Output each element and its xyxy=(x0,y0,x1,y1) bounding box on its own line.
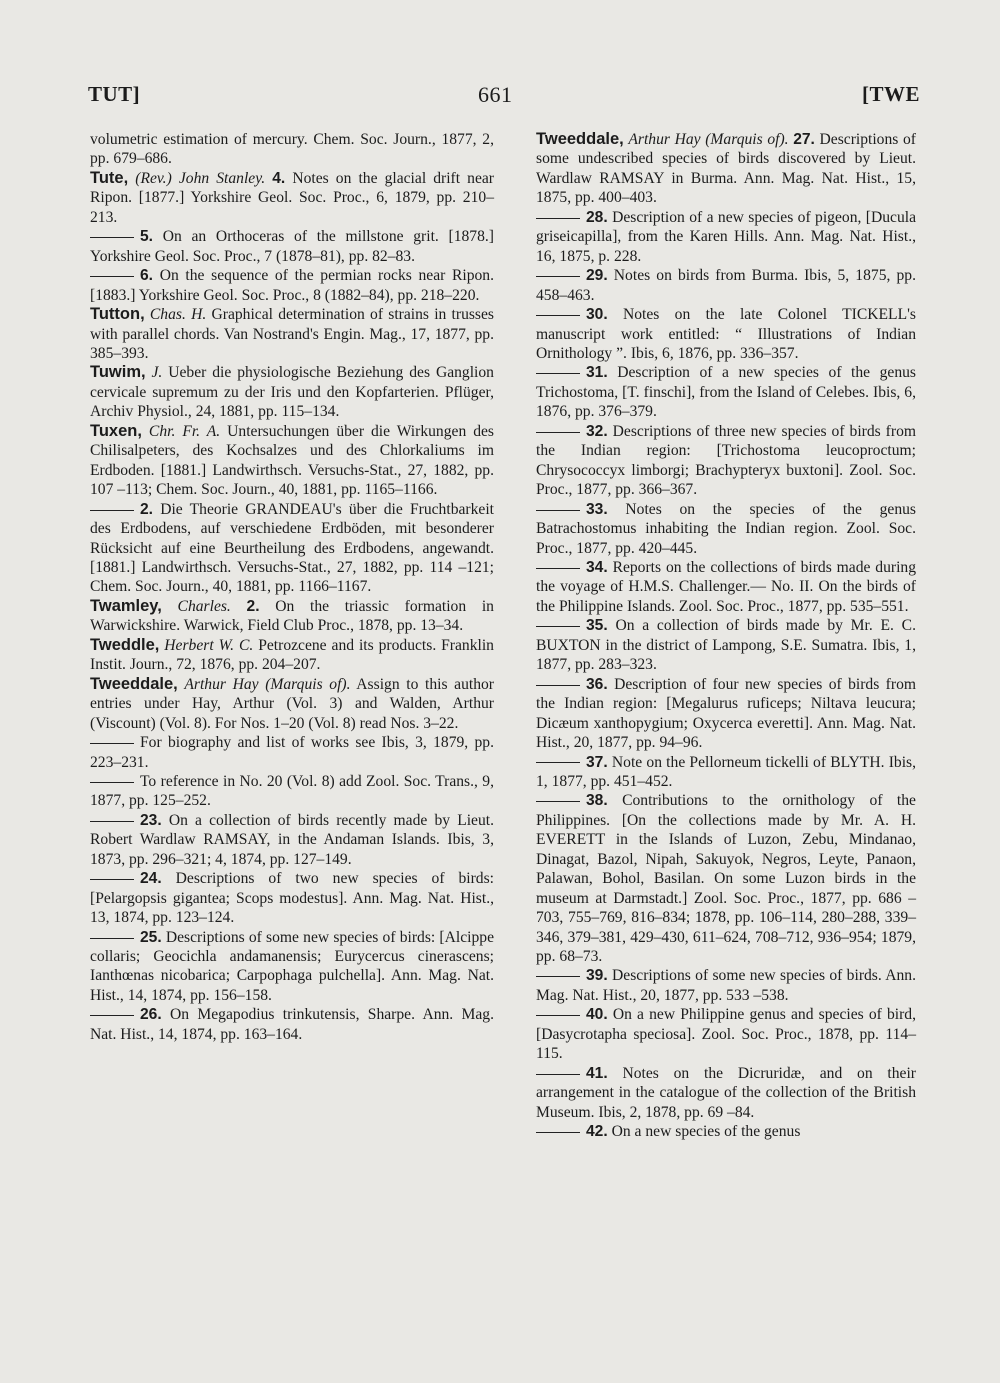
entry-text: Description of a new species of pigeon, [Ducula griseicapilla], from the Karen Hills. Ann. Mag. Nat. Hist., 16, 1875, p. 228. xyxy=(536,208,916,265)
ditto-rule xyxy=(536,432,580,433)
entry-text: Reports on the collections of birds made during the voyage of H.M.S. Challenger.— No. II. On the birds of the Philippine Islands. Zool. Soc. Proc., 1877, pp. 535–551. xyxy=(536,558,916,615)
ditto-rule xyxy=(536,801,580,802)
ditto-rule xyxy=(536,218,580,219)
bibliography-entry xyxy=(536,1064,916,1122)
entry-text: On the triassic formation in Warwickshire. Warwick, Field Club Proc., 1878, pp. 13–34. xyxy=(90,597,494,635)
entry-text: Assign to this author entries under Hay, Arthur (Vol. 3) and Walden, Arthur (Viscount) (Vol. 8). For Nos. 1–20 (Vol. 8) read Nos. 3–22. xyxy=(90,675,494,732)
ditto-rule xyxy=(536,315,580,316)
entry-number: 2. xyxy=(140,500,154,518)
entry-text: Ueber die physiologische Beziehung des Ganglion cervicale supremum zu der Iris und den Kopfarterien. Pflüger, Archiv Physiol., 24, 1881, pp. 115–134. xyxy=(90,364,494,421)
bibliography-entry xyxy=(536,1122,916,1141)
bibliography-entry xyxy=(90,422,494,500)
entry-number: 4. xyxy=(272,169,286,187)
entry-number: 39. xyxy=(586,967,608,985)
entry-number: 38. xyxy=(586,792,608,810)
entry-number: 28. xyxy=(586,208,608,226)
running-head-left: TUT] xyxy=(88,82,141,106)
bibliography-entry xyxy=(90,130,494,169)
entry-text: On a collection of birds made by Mr. E. C. BUXTON in the district of Lampong, S.E. Sumatra. Ibis, 1, 1877, pp. 283–323. xyxy=(536,617,916,674)
author-surname: Tute, xyxy=(90,168,129,187)
ditto-rule xyxy=(536,1132,580,1133)
right-column xyxy=(536,130,916,1142)
entry-text: Descriptions of some new species of birds. Ann. Mag. Nat. Hist., 20, 1877, pp. 533 –538. xyxy=(536,967,916,1004)
entry-text: Descriptions of three new species of birds from the Indian region: [Trichostoma leucoproctum; Chrysococcyx limborgi; Brachypteryx buxtoni]. Zool. Soc. Proc., 1877, pp. 366–367. xyxy=(536,422,916,499)
ditto-rule xyxy=(90,276,134,277)
entry-number: 2. xyxy=(246,597,260,615)
entry-number: 31. xyxy=(586,364,608,382)
author-surname: Tweeddale, xyxy=(90,674,178,693)
author-given-name: Arthur Hay (Marquis of). xyxy=(628,131,789,148)
entry-number: 35. xyxy=(586,617,608,635)
bibliography-entry xyxy=(90,928,494,1006)
bibliography-entry xyxy=(536,675,916,753)
author-given-name: Herbert W. C. xyxy=(164,636,254,654)
bibliography-entry xyxy=(536,363,916,421)
ditto-rule xyxy=(90,782,134,783)
entry-text: For biography and list of works see Ibis, 3, 1879, pp. 223–231. xyxy=(90,734,494,771)
bibliography-entry xyxy=(536,305,916,363)
author-given-name: (Rev.) John Stanley. xyxy=(135,169,266,187)
entry-number: 27. xyxy=(793,131,815,148)
bibliography-entry xyxy=(536,753,916,792)
author-surname: Tutton, xyxy=(90,305,145,324)
entry-number: 30. xyxy=(586,306,608,324)
bibliography-entry xyxy=(536,266,916,305)
bibliography-entry xyxy=(90,733,494,772)
bibliography-entry xyxy=(90,227,494,266)
bibliography-entry xyxy=(536,422,916,500)
ditto-rule xyxy=(536,276,580,277)
entry-number: 42. xyxy=(586,1123,608,1141)
entry-text: Descriptions of some undescribed species of birds discovered by Lieut. Wardlaw RAMSAY in Burma. Ann. Mag. Nat. Hist., 15, 1875, pp. 400–403. xyxy=(536,131,916,207)
bibliography-entry xyxy=(90,363,494,421)
entry-text: Description of four new species of birds from the Indian region: [Megalurus ruficeps; Niltava leucura; Dicæum xanthopygium; Oxycerca everetti]. Ann. Mag. Nat. Hist., 20, 1877, pp. 94–96. xyxy=(536,675,916,752)
entry-text: Descriptions of two new species of birds: [Pelargopsis gigantea; Scops modestus]. Ann. Mag. Nat. Hist., 13, 1874, pp. 123–124. xyxy=(90,870,494,927)
entry-number: 29. xyxy=(586,267,608,285)
author-surname: Tuxen, xyxy=(90,421,142,440)
bibliography-entry xyxy=(536,500,916,558)
entry-number: 33. xyxy=(586,500,608,518)
author-given-name: Charles. xyxy=(177,597,231,615)
ditto-rule xyxy=(536,373,580,374)
author-given-name: J. xyxy=(151,364,163,382)
bibliography-entry xyxy=(90,500,494,597)
ditto-rule xyxy=(90,879,134,880)
entry-number: 34. xyxy=(586,558,608,576)
entry-text: Notes on the species of the genus Batrachostomus inhabiting the Indian region. Zool. Soc. Proc., 1877, pp. 420–445. xyxy=(536,500,916,557)
bibliography-entry xyxy=(536,558,916,616)
entry-text: On Megapodius trinkutensis, Sharpe. Ann. Mag. Nat. Hist., 14, 1874, pp. 163–164. xyxy=(90,1006,494,1043)
bibliography-entry xyxy=(90,597,494,636)
entry-text: On the sequence of the permian rocks near Ripon. [1883.] Yorkshire Geol. Soc. Proc., 8 (1882–84), pp. 218–220. xyxy=(90,267,495,304)
bibliography-entry xyxy=(90,811,494,869)
entry-text: On a new Philippine genus and species of bird, [Dasycrotapha speciosa]. Zool. Soc. Proc., 1878, pp. 114–115. xyxy=(536,1006,916,1063)
entry-text: Note on the Pellorneum tickelli of BLYTH. Ibis, 1, 1877, pp. 451–452. xyxy=(536,753,916,790)
ditto-rule xyxy=(90,1015,134,1016)
bibliography-entry xyxy=(90,305,494,363)
ditto-rule xyxy=(536,1015,580,1016)
author-given-name: Chr. Fr. A. xyxy=(148,422,221,440)
left-column xyxy=(90,130,494,1044)
bibliography-entry xyxy=(90,1005,494,1044)
bibliography-entry xyxy=(536,616,916,674)
author-given-name: Arthur Hay (Marquis of). xyxy=(184,675,351,693)
ditto-rule xyxy=(536,626,580,627)
bibliography-entry xyxy=(90,266,494,305)
entry-number: 26. xyxy=(140,1006,162,1024)
entry-text: Graphical determination of strains in trusses with parallel chords. Van Nostrand's Engin. Mag., 17, 1877, pp. 385–393. xyxy=(90,306,494,362)
entry-number: 5. xyxy=(140,228,154,246)
entry-number: 37. xyxy=(586,753,608,771)
entry-text: Petrozcene and its products. Franklin Instit. Journ., 72, 1876, pp. 204–207. xyxy=(90,636,494,674)
ditto-rule xyxy=(90,938,134,939)
entry-number: 36. xyxy=(586,675,608,693)
bibliography-entry xyxy=(90,675,494,733)
entry-text: Notes on the glacial drift near Ripon. [1877.] Yorkshire Geol. Soc. Proc., 6, 1879, pp. 210–213. xyxy=(90,169,494,226)
bibliography-entry xyxy=(90,772,494,811)
entry-text: Notes on birds from Burma. Ibis, 5, 1875, pp. 458–463. xyxy=(536,267,916,304)
bibliography-entry xyxy=(90,169,494,227)
entry-number: 41. xyxy=(586,1064,608,1082)
entry-text: To reference in No. 20 (Vol. 8) add Zool. Soc. Trans., 9, 1877, pp. 125–252. xyxy=(90,772,494,810)
entry-number: 32. xyxy=(586,422,608,440)
bibliography-entry xyxy=(536,966,916,1005)
ditto-rule xyxy=(536,568,580,569)
bibliography-entry xyxy=(536,208,916,266)
entry-number: 23. xyxy=(140,811,162,829)
ditto-rule xyxy=(536,510,580,511)
entry-text: volumetric estimation of mercury. Chem. Soc. Journ., 1877, 2, pp. 679–686. xyxy=(90,131,494,168)
ditto-rule xyxy=(536,685,580,686)
entry-text: Contributions to the ornithology of the Philippines. [On the collections made by Mr. A. H. EVERETT in the Islands of Luzon, Zebu, Mindanao, Dinagat, Bazol, Nipah, Sakuyok, Negros, Leyte, Panaon, Palawan, Bohol, Basilan. On some Luzon birds in the museum at Darmstadt.] Zool. Soc. Proc., 1877, pp. 686 –703, 755–769, 816–834; 1878, pp. 106–114, 280–288, 339–346, 379–381, 429–430, 611–624, 708–712, 936–954; 1879, pp. 68–73. xyxy=(536,792,916,966)
bibliography-entry xyxy=(536,1005,916,1063)
author-given-name: Chas. H. xyxy=(149,306,207,324)
entry-text: Descriptions of some new species of birds: [Alcippe collaris; Geocichla andamanensis; Eurycercus cinerascens; Ianthœnas nicobarica; Carpophaga pulchella]. Ann. Mag. Nat. Hist., 14, 1874, pp. 156–158. xyxy=(90,928,494,1004)
bibliography-entry xyxy=(90,636,494,675)
ditto-rule xyxy=(90,743,134,744)
entry-text: Untersuchungen über die Wirkungen des Chilisalpeters, des Kochsalzes und des Chlorkaliums im Erdboden. [1881.] Landwirthsch. Versuchs-Stat., 27, 1882, pp. 107 –113; Chem. Soc. Journ., 40, 1881, pp. 1165–1166. xyxy=(90,422,494,499)
ditto-rule xyxy=(90,510,134,511)
entry-number: 25. xyxy=(140,928,162,946)
entry-text: Notes on the Dicruridæ, and on their arrangement in the catalogue of the collection of the British Museum. Ibis, 2, 1878, pp. 69 –84. xyxy=(536,1064,916,1121)
author-surname: Tweddle, xyxy=(90,635,160,654)
entry-text: Die Theorie GRANDEAU's über die Fruchtbarkeit des Erdbodens, auf verschiedene Erdböden, mit besonderer Rücksicht auf eine Beurtheilung des Erdbodens, angewandt. [1881.] Landwirthsch. Versuchs-Stat., 27, 1882, pp. 114 –121; Chem. Soc. Journ., 40, 1881, pp. 1166–1167. xyxy=(90,500,494,596)
entry-text: Notes on the late Colonel TICKELL's manuscript work entitled: “ Illustrations of Indian Ornithology ”. Ibis, 6, 1876, pp. 336–357. xyxy=(536,306,916,362)
entry-number: 24. xyxy=(140,870,162,888)
bibliography-entry xyxy=(536,130,916,208)
ditto-rule xyxy=(90,237,134,238)
entry-text: On a collection of birds recently made by Lieut. Robert Wardlaw RAMSAY, in the Andaman Islands. Ibis, 3, 1873, pp. 296–321; 4, 1874, pp. 127–149. xyxy=(90,811,495,868)
ditto-rule xyxy=(536,976,580,977)
ditto-rule xyxy=(90,821,134,822)
author-surname: Twamley, xyxy=(90,596,162,615)
entry-number: 40. xyxy=(586,1006,608,1024)
entry-text: On a new species of the genus xyxy=(611,1123,801,1141)
bibliography-entry xyxy=(536,791,916,966)
ditto-rule xyxy=(536,762,580,763)
entry-text: On an Orthoceras of the millstone grit. [1878.] Yorkshire Geol. Soc. Proc., 7 (1878–81), pp. 82–83. xyxy=(90,228,494,265)
ditto-rule xyxy=(536,1074,580,1075)
entry-number: 6. xyxy=(140,267,154,285)
entry-text: Description of a new species of the genus Trichostoma, [T. finschi], from the Island of Celebes. Ibis, 6, 1876, pp. 376–379. xyxy=(536,364,916,421)
author-surname: Tuwim, xyxy=(90,363,146,382)
page-number: 661 xyxy=(478,82,513,107)
author-surname: Tweeddale, xyxy=(536,130,624,148)
running-head-right: [TWE xyxy=(861,82,920,106)
bibliography-entry xyxy=(90,869,494,927)
